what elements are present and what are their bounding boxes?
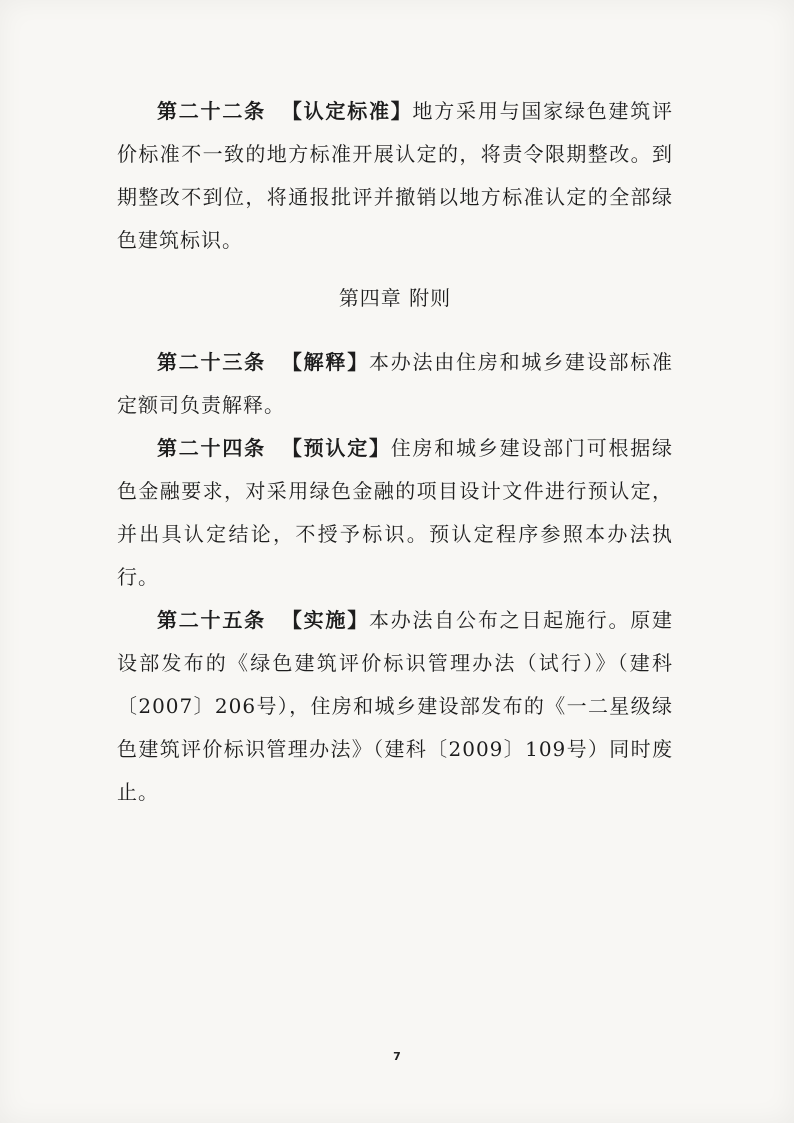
- article-number: 第二十三条: [157, 350, 266, 374]
- article-23: [117, 341, 673, 427]
- page-number: 7: [393, 1050, 401, 1063]
- article-number: 第二十四条: [157, 436, 266, 460]
- article-22: [117, 90, 673, 262]
- article-title: 【认定标准】: [281, 99, 413, 123]
- article-number: 第二十二条: [157, 99, 266, 123]
- article-25: [117, 599, 673, 814]
- article-title: 【解释】: [281, 350, 369, 374]
- page-content: [117, 90, 673, 814]
- article-text: 住房和城乡建设部门可根据绿色金融要求，对采用绿色金融的项目设计文件进行预认定，并出具认定结论，不授予标识。预认定程序参照本办法执行。: [117, 436, 674, 589]
- article-text: 本办法自公布之日起施行。原建设部发布的《绿色建筑评价标识管理办法（试行）》（建科〔2007〕206号），住房和城乡建设部发布的《一二星级绿色建筑评价标识管理办法》（建科〔2009〕109号）同时废止。: [117, 608, 674, 804]
- article-title: 【实施】: [281, 608, 369, 632]
- article-number: 第二十五条: [157, 608, 266, 632]
- chapter-heading: 第四章 附则: [338, 286, 452, 310]
- article-title: 【预认定】: [281, 436, 391, 460]
- article-text: 本办法由住房和城乡建设部标准定额司负责解释。: [117, 350, 674, 417]
- article-text: 地方采用与国家绿色建筑评价标准不一致的地方标准开展认定的，将责令限期整改。到期整改不到位，将通报批评并撤销以地方标准认定的全部绿色建筑标识。: [117, 99, 674, 252]
- article-24: [117, 427, 673, 599]
